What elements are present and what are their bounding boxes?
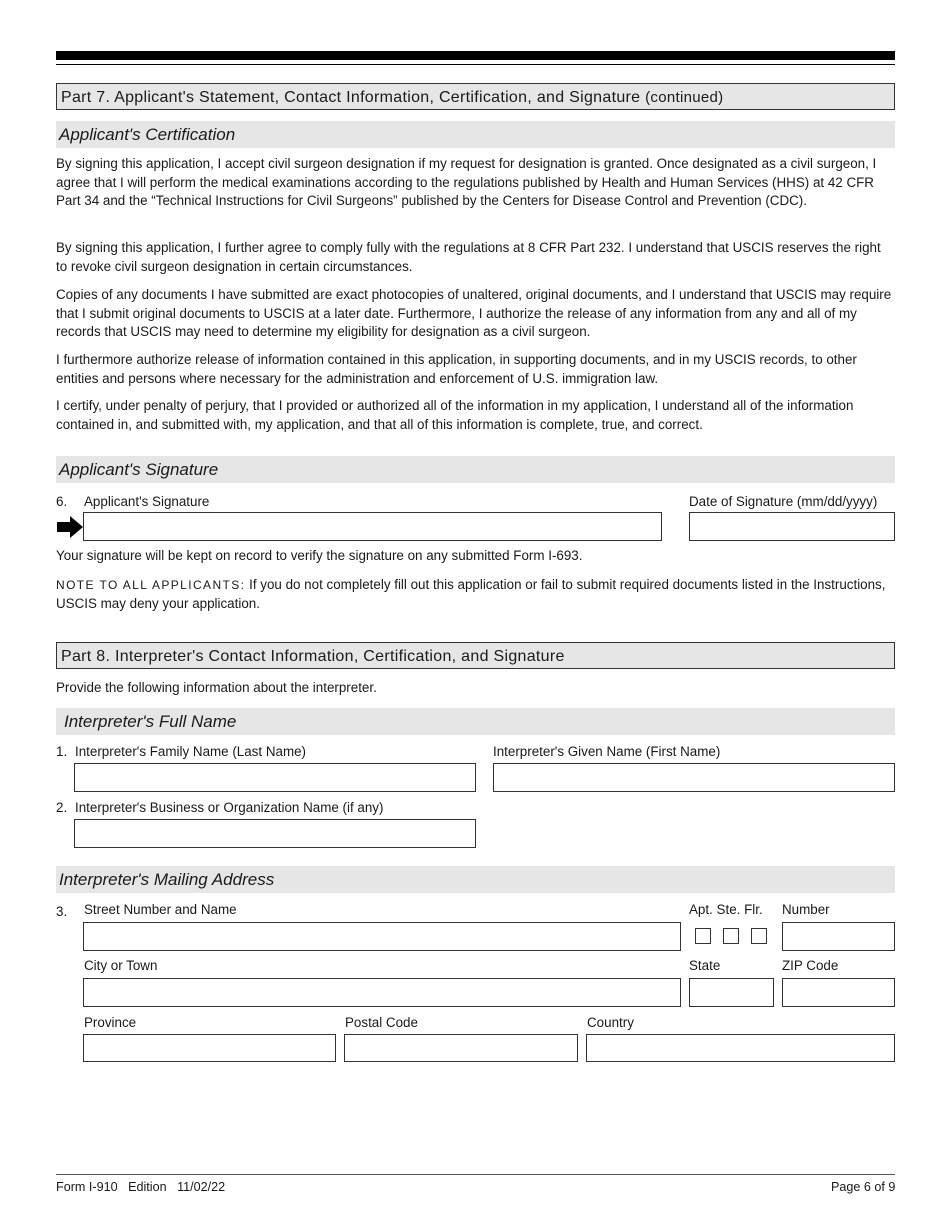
state-label: State bbox=[689, 958, 721, 973]
certification-paragraph-4: I furthermore authorize release of information contained in this application, in supporting documents, and in my USCIS records, to other entities and persons where necessary for the administration and enforcement of U.S. immigration law. bbox=[56, 352, 857, 386]
footer-page-number: Page 6 of 9 bbox=[831, 1180, 896, 1194]
interpreter-family-name-field[interactable] bbox=[74, 763, 476, 792]
part7-header bbox=[56, 83, 895, 110]
top-rule-thick bbox=[56, 51, 895, 60]
top-rule-thin bbox=[56, 64, 895, 65]
interpreter-business-field[interactable] bbox=[74, 819, 476, 848]
interpreter-name-heading: Interpreter's Full Name bbox=[56, 708, 895, 735]
interpreter-given-name-label: Interpreter's Given Name (First Name) bbox=[493, 744, 721, 759]
note-text: If you do not completely fill out this application or fail to submit required documents listed in the Instructions, USCIS may deny your application. bbox=[56, 577, 886, 611]
interpreter-business-label: Interpreter's Business or Organization Name (if any) bbox=[75, 800, 384, 815]
footer-rule bbox=[56, 1174, 895, 1175]
signature-date-label: Date of Signature (mm/dd/yyyy) bbox=[689, 494, 878, 509]
city-field[interactable] bbox=[83, 978, 681, 1007]
note-to-applicants bbox=[56, 576, 895, 613]
province-label: Province bbox=[84, 1015, 137, 1030]
unit-number-label: Number bbox=[782, 902, 830, 917]
apt-checkbox[interactable] bbox=[695, 928, 711, 944]
certification-heading: Applicant's Certification bbox=[56, 121, 895, 148]
mailing-item-number: 3. bbox=[56, 904, 68, 919]
certification-paragraph-1: By signing this application, I accept civil surgeon designation if my request for designation is granted. Once designated as a civil surgeon, I agree that I will perform the medical examinations according to the regulations published by Health and Human Services (HHS) at 42 CFR Part 34 and the “Technical Instructions for Civil Surgeons” published by the Centers for Disease Control and Prevention (CDC). bbox=[56, 156, 877, 209]
interpreter-item1-number: 1. bbox=[56, 744, 68, 759]
footer-form-id: Form I-910 Edition 11/02/22 bbox=[56, 1180, 226, 1194]
certification-paragraph-5: I certify, under penalty of perjury, that I provided or authorized all of the information in my application, I understand all of the information contained in, and submitted with, my application, and that all of this information is complete, true, and correct. bbox=[56, 398, 854, 432]
street-field[interactable] bbox=[83, 922, 681, 951]
ste-checkbox[interactable] bbox=[723, 928, 739, 944]
street-label: Street Number and Name bbox=[84, 902, 237, 917]
signature-heading: Applicant's Signature bbox=[56, 456, 895, 483]
part7-continued: (continued) bbox=[645, 89, 724, 106]
signature-item-number: 6. bbox=[56, 494, 68, 509]
signature-label: Applicant's Signature bbox=[84, 494, 210, 509]
part7-title: Part 7. Applicant's Statement, Contact Information, Certification, and Signature bbox=[61, 89, 641, 106]
unit-number-field[interactable] bbox=[782, 922, 895, 951]
province-field[interactable] bbox=[83, 1034, 336, 1062]
certification-paragraph-2: By signing this application, I further agree to comply fully with the regulations at 8 CFR Part 232. I understand that USCIS reserves the right to revoke civil surgeon designation in certain circumstances. bbox=[56, 240, 881, 274]
part8-header: Part 8. Interpreter's Contact Information, Certification, and Signature bbox=[56, 642, 895, 669]
interpreter-item2-number: 2. bbox=[56, 800, 68, 815]
country-field[interactable] bbox=[586, 1034, 895, 1062]
city-label: City or Town bbox=[84, 958, 158, 973]
postal-code-label: Postal Code bbox=[345, 1015, 418, 1030]
postal-code-field[interactable] bbox=[344, 1034, 578, 1062]
mailing-address-heading: Interpreter's Mailing Address bbox=[56, 866, 895, 893]
apt-ste-flr-label: Apt. Ste. Flr. bbox=[689, 902, 763, 917]
zip-label: ZIP Code bbox=[782, 958, 839, 973]
signature-field[interactable] bbox=[83, 512, 662, 541]
state-field[interactable] bbox=[689, 978, 774, 1007]
signature-kept-note: Your signature will be kept on record to verify the signature on any submitted Form I-693. bbox=[56, 548, 583, 563]
note-caps: NOTE TO ALL APPLICANTS: bbox=[56, 578, 246, 592]
interpreter-given-name-field[interactable] bbox=[493, 763, 895, 792]
country-label: Country bbox=[587, 1015, 634, 1030]
interpreter-family-name-label: Interpreter's Family Name (Last Name) bbox=[75, 744, 307, 759]
zip-field[interactable] bbox=[782, 978, 895, 1007]
signature-date-field[interactable] bbox=[689, 512, 895, 541]
certification-paragraph-3: Copies of any documents I have submitted are exact photocopies of unaltered, original documents, and I understand that USCIS may require that I submit original documents to USCIS at a later date. Furthermore, I authorize the release of any information from any and all of my records that USCIS may need to determine my eligibility for designation as a civil surgeon. bbox=[56, 287, 892, 340]
arrow-right-icon bbox=[57, 516, 83, 538]
part8-intro: Provide the following information about the interpreter. bbox=[56, 680, 377, 695]
flr-checkbox[interactable] bbox=[751, 928, 767, 944]
